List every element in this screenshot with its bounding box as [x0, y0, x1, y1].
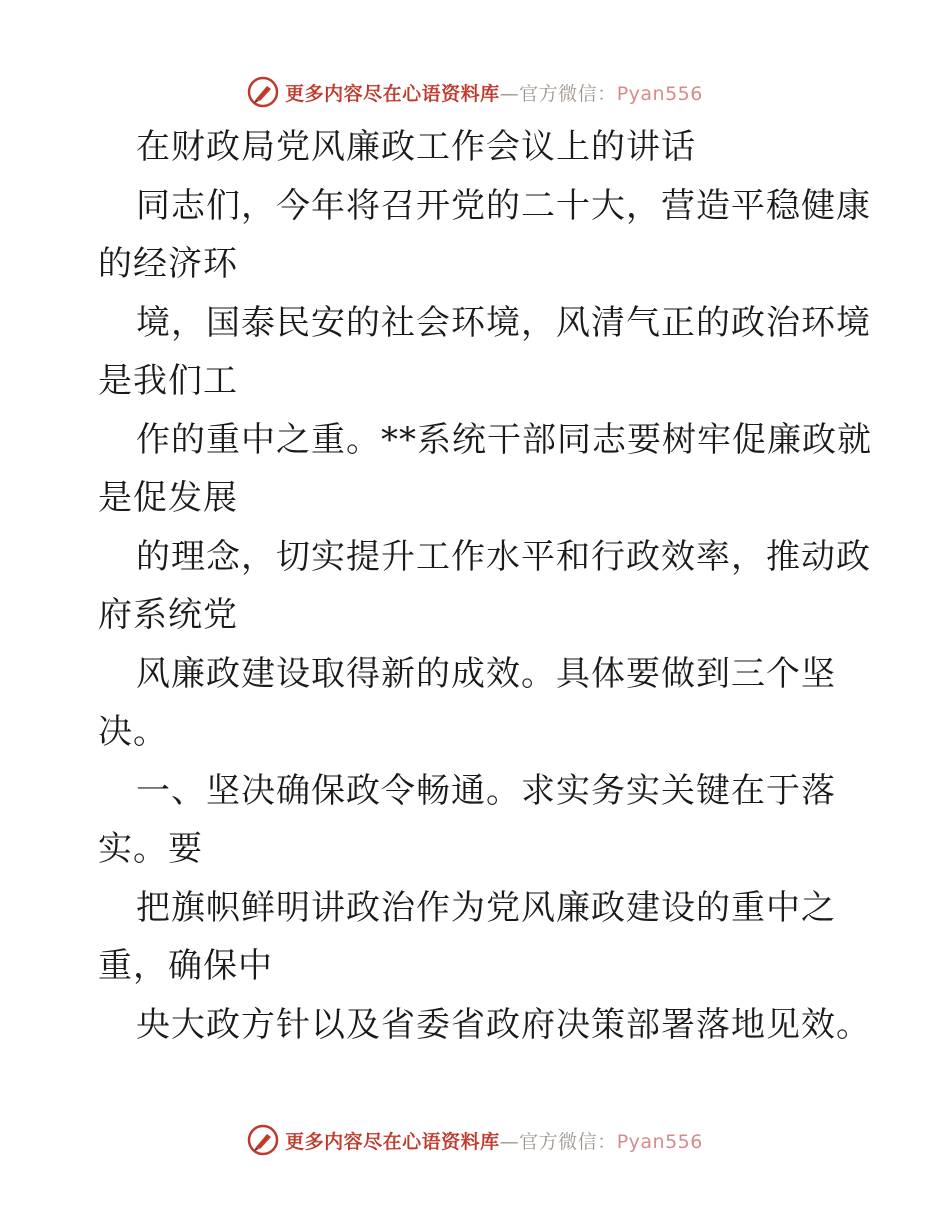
pen-logo-icon — [247, 1124, 279, 1156]
paragraph-line: 的理念，切实提升工作水平和行政效率，推动政 — [136, 536, 871, 577]
watermark-brand: 更多内容尽在心语资料库 — [285, 1130, 500, 1153]
section-heading-line: 一、坚决确保政令畅通。求实务实关键在于落 — [136, 770, 836, 811]
footer-watermark — [0, 1120, 950, 1160]
paragraph-line: 风廉政建设取得新的成效。具体要做到三个坚 — [136, 653, 836, 694]
watermark-account: Pyan556 — [616, 82, 703, 105]
paragraph-line: 把旗帜鲜明讲政治作为党风廉政建设的重中之 — [136, 887, 836, 928]
watermark-account: Pyan556 — [616, 1130, 703, 1153]
document-body — [98, 118, 872, 1054]
paragraph-line: 实。要 — [98, 829, 203, 869]
header-watermark — [0, 72, 950, 112]
watermark-brand: 更多内容尽在心语资料库 — [285, 82, 500, 105]
paragraph-line: 同志们，今年将召开党的二十大，营造平稳健康 — [136, 185, 871, 226]
watermark-dash: — — [499, 82, 520, 105]
paragraph-line: 决。 — [98, 712, 168, 752]
watermark-text — [285, 1127, 703, 1154]
paragraph-line: 境，国泰民安的社会环境，风清气正的政治环境 — [136, 302, 871, 343]
watermark-text — [285, 79, 703, 106]
paragraph-line: 是我们工 — [98, 361, 238, 401]
watermark-label: 官方微信： — [519, 1130, 617, 1153]
paragraph-line: 的经济环 — [98, 244, 238, 284]
paragraph-line: 是促发展 — [98, 478, 238, 518]
watermark-label: 官方微信： — [519, 82, 617, 105]
document-title: 在财政局党风廉政工作会议上的讲话 — [136, 127, 696, 167]
pen-logo-icon — [247, 76, 279, 108]
paragraph-line: 府系统党 — [98, 595, 238, 635]
paragraph-line: 重，确保中 — [98, 946, 273, 986]
watermark-dash: — — [499, 1130, 520, 1153]
paragraph-line: 央大政方针以及省委省政府决策部署落地见效。 — [136, 1004, 871, 1045]
paragraph-line: 作的重中之重。**系统干部同志要树牢促廉政就 — [136, 419, 872, 460]
